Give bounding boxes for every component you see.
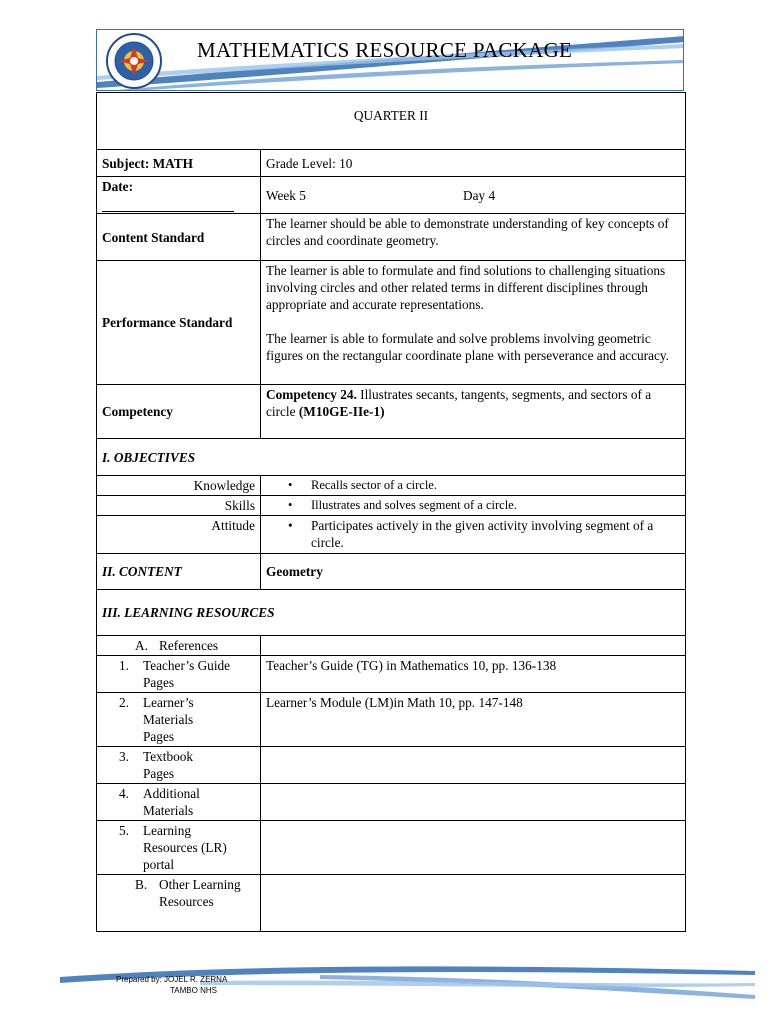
lesson-plan-table — [96, 92, 686, 932]
footer-credits — [116, 974, 227, 996]
content-standard-row — [97, 214, 686, 261]
competency-label: Competency — [97, 385, 261, 439]
grade-level: Grade Level: 10 — [261, 150, 686, 177]
day: Day 4 — [463, 187, 496, 203]
date-row — [97, 177, 686, 214]
week-day-cell — [261, 177, 686, 214]
competency-row — [97, 385, 686, 439]
content-row — [97, 554, 686, 590]
learners-materials-value: Learner’s Module (LM)in Math 10, pp. 147-148 — [261, 693, 686, 747]
quarter-title: QUARTER II — [97, 93, 686, 150]
knowledge-item: • Recalls sector of a circle. — [288, 477, 680, 494]
lr-portal-row: 5. Learning Resources (LR) portal — [97, 821, 686, 875]
resources-heading-row — [97, 590, 686, 636]
performance-standard-text-2: The learner is able to formulate and solve problems involving geometric figures on the rectangular coordinate plane with perseverance and accuracy. — [266, 331, 670, 363]
additional-materials-label: Additional Materials — [143, 786, 200, 818]
date-blank — [102, 199, 234, 212]
learners-materials-row: 2. Learner’s Materials Pages Learner’s Module (LM)in Math 10, pp. 147-148 — [97, 693, 686, 747]
teachers-guide-row: 1. Teacher’s Guide Pages Teacher’s Guide (TG) in Mathematics 10, pp. 136-138 — [97, 656, 686, 693]
competency-text: Illustrates secants, tangents, segments, and sectors of a circle — [266, 387, 652, 419]
resources-heading: III. LEARNING RESOURCES — [97, 590, 686, 636]
knowledge-row — [97, 476, 686, 496]
other-resources-row: B. Other Learning Resources — [97, 875, 686, 932]
performance-standard-cell — [261, 261, 686, 385]
quarter-row — [97, 93, 686, 150]
content-value: Geometry — [261, 554, 686, 590]
attitude-row — [97, 516, 686, 554]
lr-portal-label: Learning Resources (LR) portal — [143, 823, 227, 872]
subject-label: Subject: MATH — [97, 150, 261, 177]
competency-code: (M10GE-IIe-1) — [298, 404, 385, 419]
skills-label: Skills — [97, 496, 261, 516]
attitude-item: • Participates actively in the given activity involving segment of a circle. — [288, 517, 680, 551]
competency-cell — [261, 385, 686, 439]
additional-materials-row: 4. Additional Materials — [97, 784, 686, 821]
skills-row — [97, 496, 686, 516]
textbook-label: Textbook Pages — [143, 749, 194, 781]
content-heading: II. CONTENT — [97, 554, 261, 590]
performance-standard-text-1: The learner is able to formulate and find solutions to challenging situations involving circles and other related terms in different disciplines through appropriate and accurate representations. — [266, 263, 666, 312]
deped-seal-icon — [105, 32, 163, 90]
performance-standard-label: Performance Standard — [97, 261, 261, 385]
content-standard-label: Content Standard — [97, 214, 261, 261]
week: Week 5 — [266, 187, 306, 203]
knowledge-label: Knowledge — [97, 476, 261, 496]
performance-standard-row — [97, 261, 686, 385]
other-resources-label: Other Learning Resources — [159, 877, 241, 909]
objectives-heading: I. OBJECTIVES — [97, 439, 686, 476]
date-cell — [97, 177, 261, 214]
header-banner — [96, 29, 684, 91]
subject-row — [97, 150, 686, 177]
prepared-by: Prepared by: JOJEL R. ZERNA — [116, 975, 228, 984]
skills-item: • Illustrates and solves segment of a circle. — [288, 497, 680, 514]
page-title: MATHEMATICS RESOURCE PACKAGE — [197, 38, 573, 62]
content-standard-text: The learner should be able to demonstrate understanding of key concepts of circles and coordinate geometry. — [261, 214, 686, 261]
references-label-cell: A. References — [97, 636, 261, 656]
learners-materials-label: Learner’s Materials Pages — [143, 695, 194, 744]
attitude-label: Attitude — [97, 516, 261, 554]
teachers-guide-value: Teacher’s Guide (TG) in Mathematics 10, pp. 136-138 — [261, 656, 686, 693]
competency-prefix: Competency 24. — [266, 387, 357, 402]
teachers-guide-label: Teacher’s Guide Pages — [143, 658, 231, 690]
references-row — [97, 636, 686, 656]
objectives-heading-row — [97, 439, 686, 476]
textbook-row: 3. Textbook Pages — [97, 747, 686, 784]
references-label: References — [159, 638, 219, 653]
school-name: TAMBO NHS — [170, 986, 217, 995]
date-label: Date: — [102, 179, 134, 194]
